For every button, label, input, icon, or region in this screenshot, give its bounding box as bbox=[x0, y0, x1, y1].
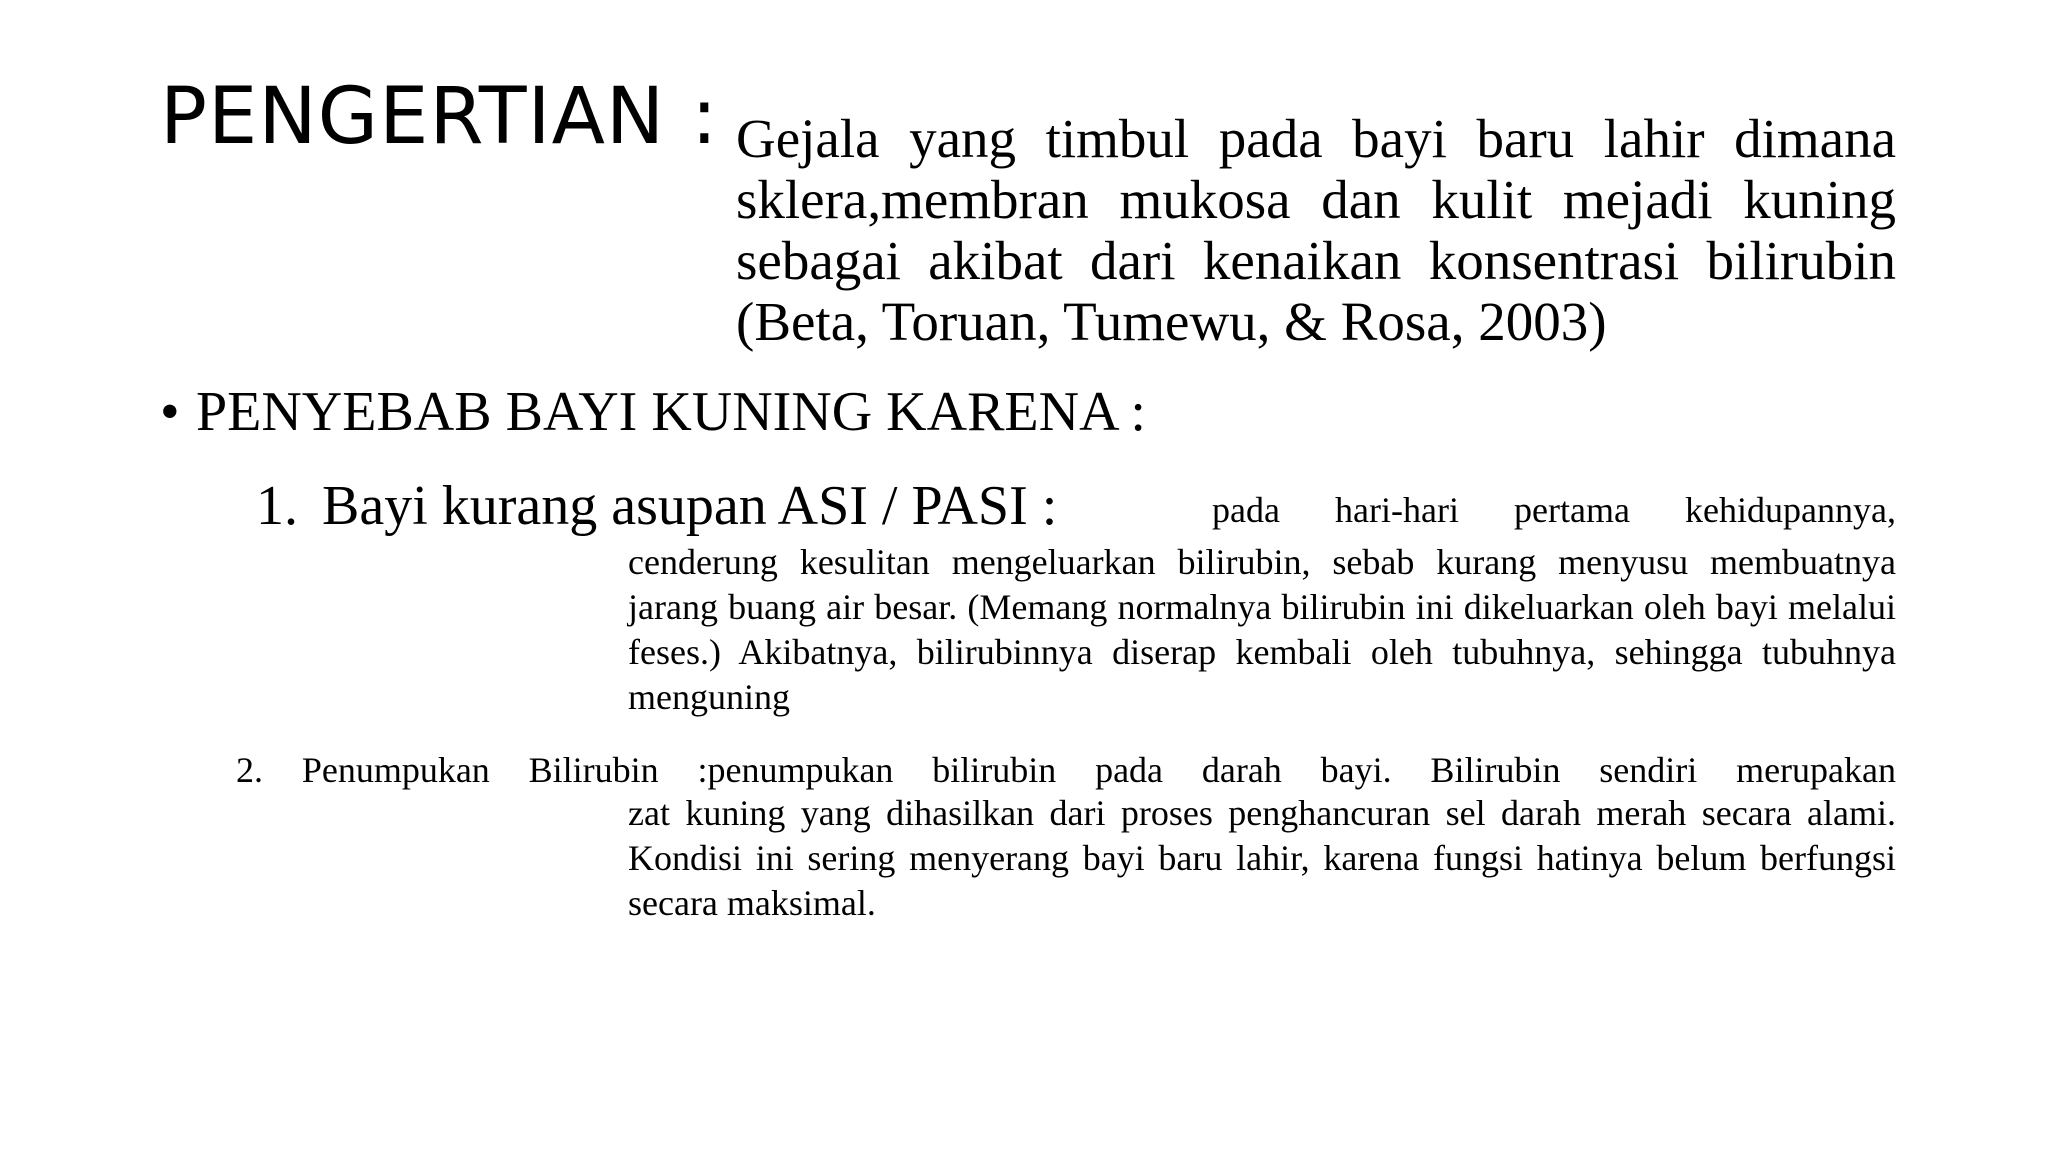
list-item-2-text: Penumpukan Bilirubin :penumpukan bilirubin pada darah bayi. Bilirubin sendiri merupakan bbox=[301, 750, 1896, 790]
definition-text: Gejala yang timbul pada bayi baru lahir dimana sklera,membran mukosa dan kulit mejadi kuning sebagai akibat dari kenaikan konsentrasi bilirubin (Beta, Toruan, Tumewu, & Rosa, 2003) bbox=[736, 108, 1896, 352]
list-item-2-first-line bbox=[236, 748, 1896, 793]
list-item-1-first-line: pada hari-hari pertama kehidupannya, bbox=[1212, 490, 1896, 530]
list-item-2-body: zat kuning yang dihasilkan dari proses penghancuran sel darah merah secara alami. Kondisi ini sering menyerang bayi baru lahir, karena fungsi hatinya belum berfungsi secara maksimal. bbox=[628, 793, 1896, 923]
bullet-heading bbox=[160, 381, 1146, 443]
bullet-dot: • bbox=[160, 381, 180, 443]
list-item-1-number: 1. bbox=[256, 475, 298, 537]
list-item-1-body: cenderung kesulitan mengeluarkan bilirubin, sebab kurang menyusu membuatnya jarang buang air besar. (Memang normalnya bilirubin ini dikeluarkan oleh bayi melalui feses.) Akibatnya, bilirubinnya diserap kembali oleh tubuhnya, sehingga tubuhnya menguning bbox=[628, 542, 1896, 717]
list-item-2-number: 2. bbox=[236, 750, 263, 790]
list-item-1-title: Bayi kurang asupan ASI / PASI : bbox=[322, 475, 1058, 537]
slide-title: PENGERTIAN : bbox=[160, 72, 719, 162]
bullet-heading-text: PENYEBAB BAYI KUNING KARENA : bbox=[196, 381, 1146, 443]
